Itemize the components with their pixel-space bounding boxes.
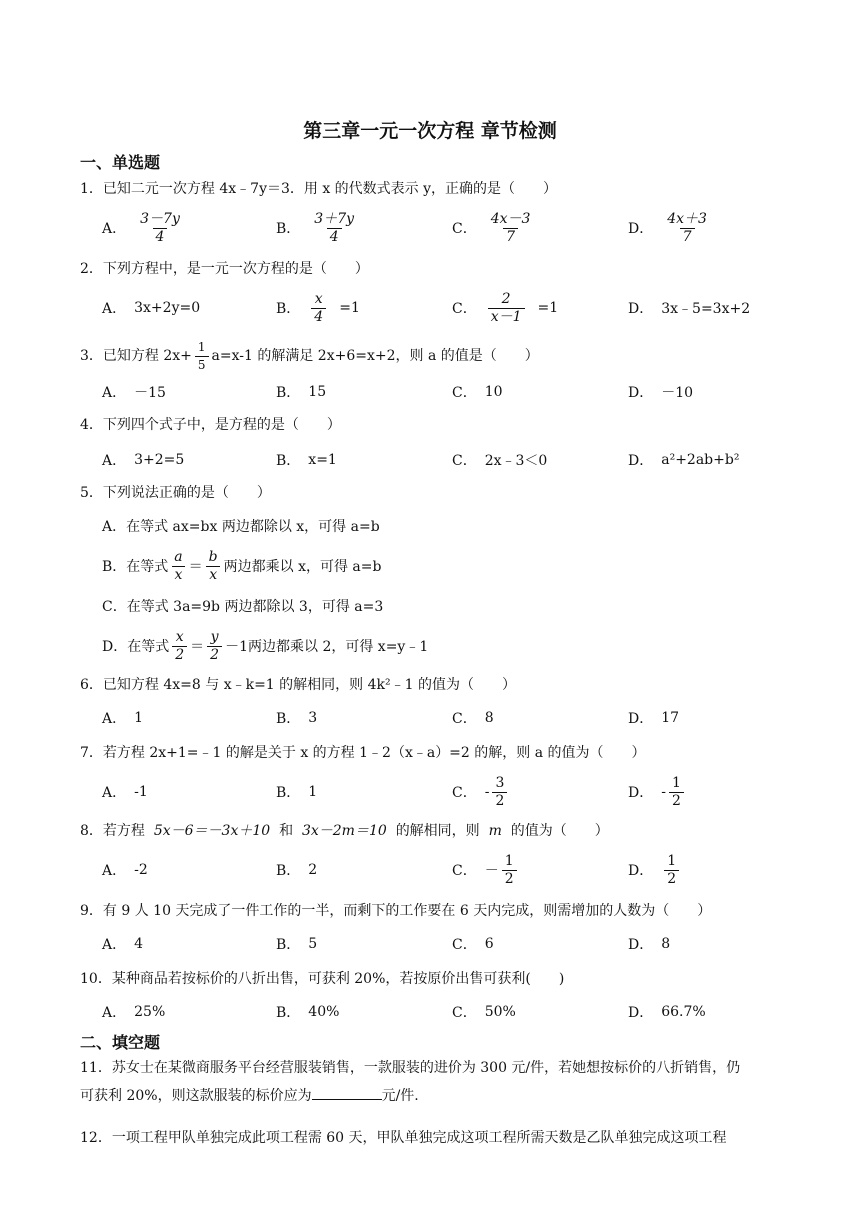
fraction: $\frac{4x-3}{7}$ — [490, 210, 531, 245]
question-4-stem: 4．下列四个式子中，是方程的是（ ） — [80, 417, 341, 433]
option-a: A． 25% — [102, 1004, 166, 1021]
section-heading-fill-in: 二、填空题 — [80, 1033, 161, 1052]
fraction: $\frac{1}{2}$ — [502, 853, 517, 888]
option-b: B． 3 — [276, 710, 318, 727]
page-title: 第三章一元一次方程 章节检测 — [303, 120, 557, 142]
fraction: $\frac{2}{x-1}$ — [488, 291, 525, 326]
option-d: D． a²+2ab+b² — [628, 452, 740, 469]
option-d: D． $\frac{4x+3}{7}$ — [628, 208, 713, 248]
question-10-stem: 10．某种商品若按标价的八折出售，可获利 20%，若按原价出售可获利( ) — [80, 971, 565, 987]
option-b: B． 2 — [276, 862, 318, 879]
option-c: C． 2x﹣3＜0 — [452, 453, 548, 469]
question-6-options — [102, 698, 742, 738]
option-a: A． －15 — [102, 385, 166, 401]
question-12: 12．一项工程甲队单独完成此项工程需 60 天，甲队单独完成这项工程所需天数是乙队单独完成这项工程 — [80, 1130, 727, 1146]
option-b: B． 5 — [276, 936, 318, 953]
question-5-option-d: D．在等式 $\frac{x}{2}$ ＝ $\frac{y}{2}$ －1 两边都乘以 2，可得 x=y﹣1 — [102, 628, 429, 663]
fraction: $\frac{1}{2}$ — [664, 853, 679, 888]
option-d: D． $\frac{1}{2}$ — [628, 850, 682, 890]
option-a: A． 4 — [102, 936, 144, 953]
option-c: C． 6 — [452, 936, 494, 953]
option-a: A． 1 — [102, 710, 144, 727]
question-7-stem: 7．若方程 2x+1=﹣1 的解是关于 x 的方程 1﹣2（x﹣a）=2 的解，则 a 的值为（ ） — [80, 745, 646, 761]
option-c: C． - $\frac{3}{2}$ — [452, 772, 510, 812]
question-10-options — [102, 992, 742, 1032]
question-5-stem: 5．下列说法正确的是（ ） — [80, 485, 271, 501]
question-3-options — [102, 372, 742, 412]
fraction: $\frac{b}{x}$ — [206, 549, 221, 584]
option-a: A． -2 — [102, 862, 148, 879]
question-9-options — [102, 924, 742, 964]
option-b: B． $\frac{3+7y}{4}$ — [276, 208, 360, 248]
fraction: $\frac{3}{2}$ — [492, 775, 507, 810]
question-5-option-a: A．在等式 ax=bx 两边都除以 x，可得 a=b — [102, 519, 380, 535]
question-4-options — [102, 440, 742, 480]
question-2-stem: 2．下列方程中，是一元一次方程的是（ ） — [80, 261, 369, 277]
fraction: $\frac{x}{2}$ — [172, 629, 187, 664]
question-3-stem: 3．已知方程 2x+ $\frac{1}{5}$ a=x-1 的解满足 2x+6=x+2，则 a 的值是（ ） — [80, 339, 539, 372]
question-8-stem: 8．若方程 5x－6＝－3x＋10 和 3x－2m＝10 的解相同，则 m 的值为（ ） — [80, 823, 609, 839]
section-heading-single-choice: 一、单选题 — [80, 153, 161, 172]
option-b: B． 40% — [276, 1004, 340, 1021]
option-d: D． －10 — [628, 385, 694, 401]
option-a: A． -1 — [102, 784, 148, 801]
question-6-stem: 6．已知方程 4x=8 与 x﹣k=1 的解相同，则 4k²﹣1 的值为（ ） — [80, 677, 516, 693]
fraction: $\frac{x}{4}$ — [311, 291, 326, 326]
option-d: D． 8 — [628, 936, 671, 953]
option-d: D． - $\frac{1}{2}$ — [628, 772, 687, 812]
fraction: $\frac{1}{2}$ — [669, 775, 684, 810]
equation: 5x－6＝－3x＋10 — [153, 823, 271, 839]
question-2-options — [102, 288, 751, 328]
option-c: C． $\frac{2}{x-1}$ =1 — [452, 290, 559, 325]
answer-blank[interactable] — [312, 1085, 382, 1100]
option-c: C． 10 — [452, 384, 503, 401]
question-5-option-c: C．在等式 3a=9b 两边都除以 3，可得 a=3 — [102, 599, 384, 615]
option-b: B． $\frac{x}{4}$ =1 — [276, 290, 360, 325]
option-b: B． 15 — [276, 384, 327, 401]
option-b: B． x=1 — [276, 452, 337, 469]
question-5-option-b: B．在等式 $\frac{a}{x}$ ＝ $\frac{b}{x}$ 两边都乘以 x，可得 a=b — [102, 548, 382, 583]
question-1-stem: 1．已知二元一次方程 4x﹣7y＝3．用 x 的代数式表示 y，正确的是（ ） — [80, 181, 558, 197]
fraction: $\frac{3+7y}{4}$ — [314, 210, 355, 245]
option-c: C． － $\frac{1}{2}$ — [452, 850, 520, 890]
option-c: C． 50% — [452, 1004, 516, 1021]
option-a: A． 3+2=5 — [102, 452, 185, 469]
fraction: $\frac{3-7y}{4}$ — [140, 210, 180, 245]
fraction: $\frac{y}{2}$ — [207, 629, 222, 664]
question-8-options — [102, 850, 742, 890]
fraction: $\frac{4x+3}{7}$ — [667, 210, 707, 245]
question-9-stem: 9．有 9 人 10 天完成了一件工作的一半，而剩下的工作要在 6 天内完成，则需增加的人数为（ ） — [80, 903, 712, 919]
option-c: C． 8 — [452, 710, 494, 727]
option-a: A． 3x+2y=0 — [102, 300, 201, 317]
option-d: D． 17 — [628, 710, 680, 727]
option-c: C． $\frac{4x-3}{7}$ — [452, 208, 536, 248]
fraction: $\frac{a}{x}$ — [171, 549, 185, 584]
option-d: D． 66.7% — [628, 1004, 706, 1021]
question-11: 11．苏女士在某微商服务平台经营服装销售，一款服装的进价为 300 元/件，若她想按标价的八折销售，仍 可获利 20%，则这款服装的标价应为 元/件. — [80, 1060, 741, 1104]
variable: m — [488, 823, 502, 839]
option-a: A． $\frac{3-7y}{4}$ — [102, 208, 186, 248]
option-b: B． 1 — [276, 784, 318, 801]
question-7-options — [102, 772, 742, 812]
equation: 3x－2m＝10 — [301, 823, 387, 839]
question-1-options — [102, 208, 742, 248]
option-d: D． 3x﹣5=3x+2 — [628, 301, 751, 317]
fraction: $\frac{1}{5}$ — [195, 339, 209, 374]
